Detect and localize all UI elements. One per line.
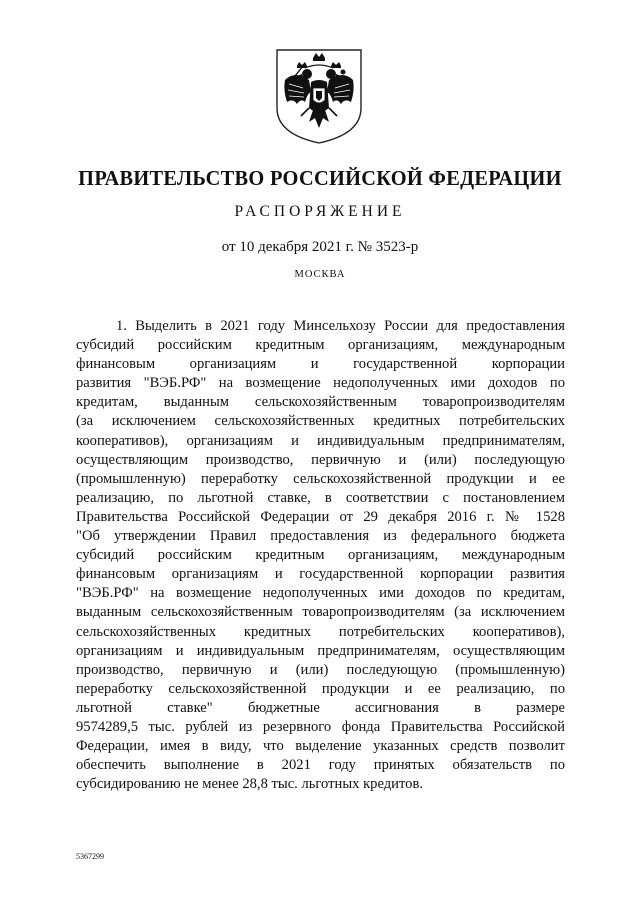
paragraph-line: (промышленную) переработку сельскохозяйственной продукции и ее	[76, 470, 565, 487]
paragraph-line: обеспечить выполнение в 2021 году принятых обязательств по	[76, 757, 565, 774]
paragraph-line: осуществляющим производство, первичную и (или) последующую	[76, 451, 565, 468]
document-code: 5367299	[76, 852, 104, 861]
paragraph-line: субсидированию не менее 28,8 тыс. льготных кредитов.	[76, 776, 424, 793]
paragraph-line: Правительства Российской Федерации от 29 декабря 2016 г. № 1528	[76, 508, 565, 525]
paragraph-line: сельскохозяйственных кредитных потребительских кооперативов),	[76, 623, 565, 640]
paragraph-line: субсидий российским кредитным организациям, международным	[76, 337, 565, 354]
paragraph-line: финансовым организациям и государственной корпорации	[76, 356, 565, 373]
paragraph-line: выданным сельскохозяйственным товаропроизводителям (за исключением	[76, 604, 565, 621]
paragraph-line: 1. Выделить в 2021 году Минсельхозу России для предоставления	[116, 318, 565, 334]
document-type: РАСПОРЯЖЕНИЕ	[234, 203, 406, 220]
paragraph-line: 9574289,5 тыс. рублей из резервного фонда Правительства Российской	[76, 718, 565, 735]
paragraph-line: (за исключением сельскохозяйственных кредитных потребительских	[76, 413, 565, 430]
order-paragraph	[76, 317, 565, 794]
paragraph-line: реализацию, по льготной ставке, в соответствии с постановлением	[76, 489, 565, 506]
paragraph-line: "ВЭБ.РФ" на возмещение недополученных ими доходов по кредитам,	[76, 585, 565, 602]
russian-coat-of-arms-icon	[273, 46, 365, 146]
paragraph-line: "Об утверждении Правил предоставления из федерального бюджета	[76, 528, 565, 545]
paragraph-line: льготной ставке" бюджетные ассигнования в размере	[76, 699, 565, 716]
paragraph-line: развития "ВЭБ.РФ" на возмещение недополученных ими доходов по	[76, 375, 565, 392]
paragraph-line: финансовым организациям и государственной корпорации развития	[76, 566, 565, 583]
paragraph-line: субсидий российским кредитным организациям, международным	[76, 547, 565, 564]
paragraph-line: переработку сельскохозяйственной продукции и ее реализацию, по	[76, 680, 565, 697]
paragraph-line: кредитам, выданным сельскохозяйственным товаропроизводителям	[76, 394, 565, 411]
government-title: ПРАВИТЕЛЬСТВО РОССИЙСКОЙ ФЕДЕРАЦИИ	[78, 166, 562, 190]
document-city: МОСКВА	[294, 269, 346, 280]
paragraph-line: организациям и индивидуальным предпринимателям, осуществляющим	[76, 642, 565, 659]
document-date-number: от 10 декабря 2021 г. № 3523-р	[221, 239, 419, 255]
paragraph-line: кооперативов), организациям и индивидуальным предпринимателям,	[76, 432, 565, 449]
paragraph-line: Федерации, имея в виду, что выделение указанных средств позволит	[76, 738, 565, 755]
paragraph-line: производство, первичную и (или) последующую (промышленную)	[76, 661, 565, 678]
